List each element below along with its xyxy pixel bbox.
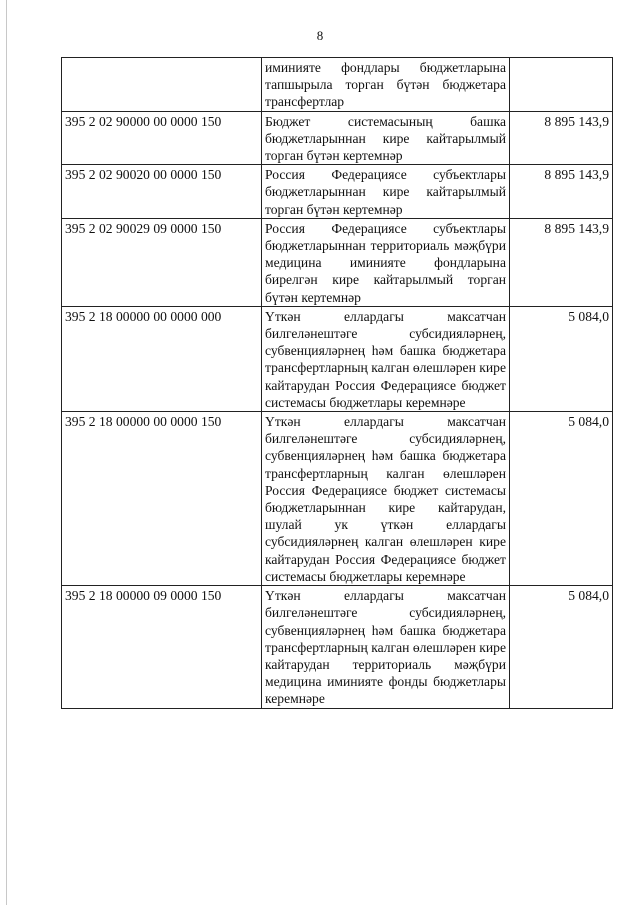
- revenue-code-cell: 395 2 02 90000 00 0000 150: [62, 111, 262, 165]
- table-row: [62, 586, 613, 708]
- revenue-name-cell: иминияте фондлары бюджетларына тапшырыла торган бүтән бюджетара трансфертлар: [262, 58, 510, 112]
- table-row: [62, 306, 613, 411]
- revenue-code-cell: 395 2 18 00000 00 0000 150: [62, 412, 262, 586]
- table-row: [62, 58, 613, 112]
- revenue-amount-cell: 5 084,0: [510, 412, 613, 586]
- table-row: [62, 412, 613, 586]
- revenue-code-cell: [62, 58, 262, 112]
- revenue-code-cell: 395 2 02 90020 00 0000 150: [62, 165, 262, 219]
- revenue-name-cell: Россия Федерациясе субъектлары бюджетларыннан кире кайтарылмый торган бүтән кертемнәр: [262, 165, 510, 219]
- revenue-code-cell: 395 2 02 90029 09 0000 150: [62, 218, 262, 306]
- revenue-name-cell: Үткән еллардагы максатчан билгеләнештәге субсидияләрнең, субвенцияләрнең һәм башка бюджетара трансфертларның калган өлешләрен кире кайтарудан территориаль мәҗбүри медицина иминияте фонды бюджетлары керемнәре: [262, 586, 510, 708]
- budget-revenue-table: [61, 57, 613, 709]
- page-number: 8: [316, 28, 324, 43]
- table-row: [62, 111, 613, 165]
- revenue-amount-cell: 5 084,0: [510, 306, 613, 411]
- revenue-code-cell: 395 2 18 00000 00 0000 000: [62, 306, 262, 411]
- revenue-name-cell: Россия Федерациясе субъектлары бюджетларыннан территориаль мәҗбүри медицина иминияте фондларына бирелгән кире кайтарылмый торган бүтән кертемнәр: [262, 218, 510, 306]
- revenue-amount-cell: [510, 58, 613, 112]
- revenue-name-cell: Бюджет системасының башка бюджетларыннан кире кайтарылмый торган бүтән кертемнәр: [262, 111, 510, 165]
- scan-edge-line: [6, 0, 7, 905]
- revenue-amount-cell: 8 895 143,9: [510, 218, 613, 306]
- revenue-name-cell: Үткән еллардагы максатчан билгеләнештәге субсидияләрнең, субвенцияләрнең һәм башка бюджетара трансфертларның калган өлешләрен Россия Федерациясе бюджет системасы бюджетларыннан кире кайтарудан, шулай ук үткән еллардагы субсидияләрнең калган өлешләрен кире кайтарудан Россия Федерациясе бюджет системасы бюджетлары керемнәре: [262, 412, 510, 586]
- revenue-code-cell: 395 2 18 00000 09 0000 150: [62, 586, 262, 708]
- table-row: [62, 165, 613, 219]
- revenue-amount-cell: 8 895 143,9: [510, 165, 613, 219]
- table-row: [62, 218, 613, 306]
- revenue-amount-cell: 5 084,0: [510, 586, 613, 708]
- revenue-name-cell: Үткән еллардагы максатчан билгеләнештәге субсидияләрнең, субвенцияләрнең һәм башка бюджетара трансфертларның калган өлешләрен кире кайтарудан Россия Федерациясе бюджет системасы бюджетлары керемнәре: [262, 306, 510, 411]
- revenue-amount-cell: 8 895 143,9: [510, 111, 613, 165]
